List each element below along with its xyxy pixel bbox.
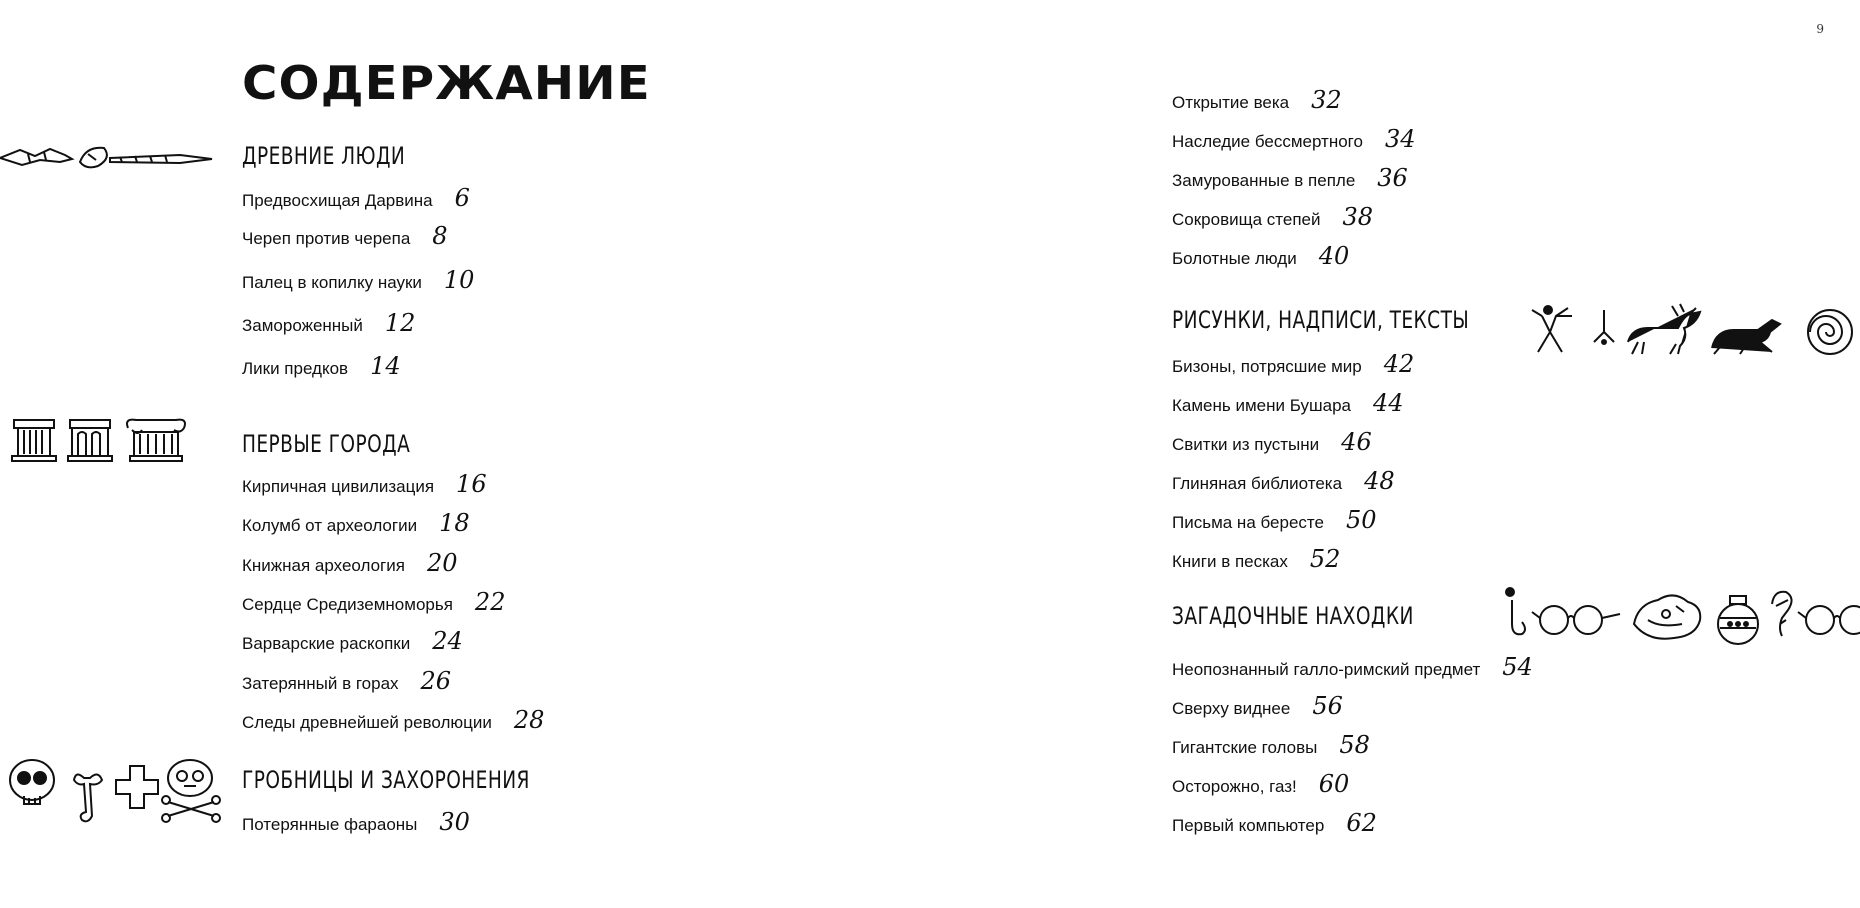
toc-entry[interactable] [1172,653,1533,681]
section-title-drawings-texts: РИСУНКИ, НАДПИСИ, ТЕКСТЫ [1172,306,1470,334]
toc-entry[interactable] [1172,125,1416,153]
entry-label: Глиняная библиотека [1172,474,1343,493]
entry-page: 10 [443,266,475,294]
cave-paintings-icon [1528,302,1854,362]
toc-entry[interactable] [242,184,470,212]
entry-label: Предвосхищая Дарвина [242,191,433,210]
section-title-tombs: ГРОБНИЦЫ И ЗАХОРОНЕНИЯ [242,766,530,794]
entry-label: Следы древнейшей революции [242,713,492,732]
entry-page: 28 [513,706,545,734]
toc-entry[interactable] [1172,731,1370,759]
toc-entry[interactable] [1172,467,1395,495]
page-title: СОДЕРЖАНИЕ [242,56,651,110]
entry-label: Варварские раскопки [242,634,411,653]
mystery-artifacts-icon [1498,584,1860,648]
toc-entry[interactable] [1172,242,1349,270]
entry-label: Сердце Средиземноморья [242,595,453,614]
entry-page: 20 [426,549,458,577]
entry-label: Лики предков [242,359,349,378]
entry-label: Бизоны, потрясшие мир [1172,357,1362,376]
toc-entry[interactable] [242,808,470,836]
entry-label: Осторожно, газ! [1172,777,1297,796]
entry-page: 46 [1341,428,1372,456]
toc-entry[interactable] [1172,545,1340,573]
entry-label: Книжная археология [242,556,405,575]
entry-page: 38 [1342,203,1374,231]
entry-page: 54 [1502,653,1533,681]
toc-entry[interactable] [1172,809,1377,837]
entry-label: Болотные люди [1172,249,1297,268]
entry-label: Замороженный [242,316,363,335]
entry-label: Камень имени Бушара [1172,396,1351,415]
entry-label: Кирпичная цивилизация [242,477,435,496]
entry-page: 62 [1346,809,1377,837]
toc-entry[interactable] [242,470,487,498]
entry-page: 18 [439,509,470,537]
entry-page: 50 [1345,506,1377,534]
toc-entry[interactable] [1172,428,1372,456]
entry-label: Первый компьютер [1172,816,1325,835]
entry-page: 58 [1339,731,1370,759]
toc-entry[interactable] [1172,692,1343,720]
entry-label: Колумб от археологии [242,516,418,535]
entry-label: Потерянные фараоны [242,815,418,834]
toc-entry[interactable] [242,222,448,250]
entry-label: Неопознанный галло-римский предмет [1172,660,1481,679]
toc-entry[interactable] [242,309,415,337]
entry-page: 52 [1309,545,1341,573]
toc-entry[interactable] [1172,506,1377,534]
entry-label: Письма на бересте [1172,513,1324,532]
toc-entry[interactable] [1172,770,1349,798]
toc-entry[interactable] [1172,389,1404,417]
entry-page: 6 [454,184,470,212]
entry-label: Сокровища степей [1172,210,1321,229]
entry-label: Открытие века [1172,93,1290,112]
entry-page: 12 [384,309,416,337]
toc-entry[interactable] [242,509,470,537]
entry-page: 56 [1312,692,1343,720]
entry-page: 16 [456,470,487,498]
entry-page: 60 [1318,770,1350,798]
entry-page: 8 [432,222,448,250]
toc-entry[interactable] [242,627,463,655]
skulls-bones-icon [4,756,224,826]
columns-icon [8,414,188,464]
entry-label: Палец в копилку науки [242,273,422,292]
entry-label: Череп против черепа [242,229,411,248]
toc-entry[interactable] [1172,203,1373,231]
stone-tools-icon [0,140,215,176]
entry-page: 48 [1364,467,1395,495]
toc-entry[interactable] [242,588,505,616]
entry-label: Свитки из пустыни [1172,435,1320,454]
entry-page: 42 [1383,350,1415,378]
toc-entry[interactable] [242,667,451,695]
entry-page: 22 [474,588,506,616]
page-number: 9 [1816,22,1824,36]
section-title-ancient-people: ДРЕВНИЕ ЛЮДИ [242,142,406,170]
entry-label: Замурованные в пепле [1172,171,1356,190]
entry-page: 30 [439,808,470,836]
toc-entry[interactable] [242,266,474,294]
toc-entry[interactable] [242,352,401,380]
entry-page: 34 [1384,125,1416,153]
entry-label: Книги в песках [1172,552,1288,571]
toc-entry[interactable] [1172,164,1408,192]
toc-entry[interactable] [1172,86,1342,114]
section-title-first-cities: ПЕРВЫЕ ГОРОДА [242,430,411,458]
entry-page: 26 [420,667,452,695]
entry-label: Сверху виднее [1172,699,1291,718]
entry-page: 36 [1377,164,1408,192]
entry-label: Наследие бессмертного [1172,132,1363,151]
entry-label: Гигантские головы [1172,738,1318,757]
toc-entry[interactable] [242,706,544,734]
entry-label: Затерянный в горах [242,674,399,693]
entry-page: 32 [1311,86,1342,114]
toc-entry[interactable] [242,549,458,577]
entry-page: 24 [432,627,463,655]
entry-page: 40 [1318,242,1350,270]
entry-page: 14 [370,352,401,380]
entry-page: 44 [1373,389,1404,417]
toc-entry[interactable] [1172,350,1414,378]
section-title-mystery-finds: ЗАГАДОЧНЫЕ НАХОДКИ [1172,602,1414,630]
